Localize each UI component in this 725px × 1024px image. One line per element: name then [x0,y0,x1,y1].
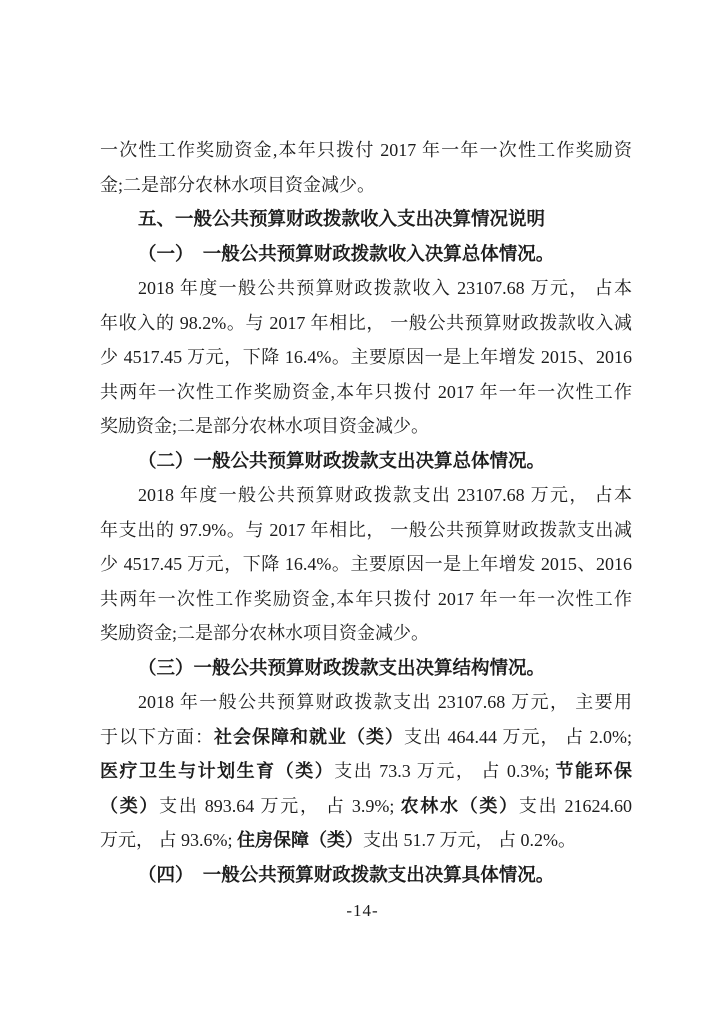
para-expense-line-2 [100,513,632,548]
body-text: 2018 年度一般公共预算财政拨款收入 23107.68 万元， 占本 [138,278,632,298]
body-text: 一次性工作奖励资金,本年只拨付 2017 年一年一次性工作奖励资 [100,140,632,160]
heading-subsection-4 [100,858,632,893]
body-text: 少 4517.45 万元，下降 16.4%。主要原因一是上年增发 2015、2016 [100,554,632,574]
body-text: 奖励资金;二是部分农林水项目资金减少。 [100,623,429,643]
para-expense-line-3 [100,547,632,582]
body-text: 万元， 占 93.6%; [100,830,237,850]
body-text: 奖励资金;二是部分农林水项目资金减少。 [100,416,429,436]
page-number: -14- [346,901,379,920]
bold-category-health: 医疗卫生与计划生育（类） [100,761,335,781]
body-text: 共两年一次性工作奖励资金,本年只拨付 2017 年一年一次性工作 [100,588,632,609]
heading-text: （二）一般公共预算财政拨款支出决算总体情况。 [138,449,546,471]
body-text: 年支出的 97.9%。与 2017 年相比， 一般公共预算财政拨款支出减 [100,519,632,540]
para-continuation-line-1 [100,133,632,168]
para-income-line-5 [100,409,632,444]
body-text: 2018 年一般公共预算财政拨款支出 23107.68 万元， 主要用 [138,692,632,712]
para-income-line-3 [100,340,632,375]
para-continuation-line-2 [100,168,632,203]
body-text: 支出 21624.60 [518,795,633,816]
heading-text: 五、一般公共预算财政拨款收入支出决算情况说明 [138,208,546,229]
bold-category-energy-saving: 节能环保 [555,761,633,781]
heading-section-5 [100,202,632,237]
bold-category-housing: 住房保障（类） [237,830,363,850]
para-expense-line-1 [100,478,632,513]
para-income-line-2 [100,306,632,341]
body-text: 金;二是部分农林水项目资金减少。 [100,174,375,195]
para-structure-line-1 [100,685,632,720]
para-structure-line-4 [100,789,632,824]
body-text: 2018 年度一般公共预算财政拨款支出 23107.68 万元， 占本 [138,485,632,505]
body-text: 于以下方面： [100,726,214,747]
para-income-line-4 [100,375,632,410]
para-expense-line-4 [100,582,632,617]
document-body [100,133,632,892]
body-text: 支出 73.3 万元， 占 0.3%; [334,761,556,781]
heading-text: （一） 一般公共预算财政拨款收入决算总体情况。 [138,242,555,264]
para-structure-line-3 [100,754,632,789]
bold-category-agriculture: 农林水（类） [400,795,519,816]
heading-text: （四） 一般公共预算财政拨款支出决算具体情况。 [138,863,555,885]
para-income-line-1 [100,271,632,306]
body-text: 支出 893.64 万元， 占 3.9%; [159,795,401,816]
heading-subsection-1 [100,237,632,272]
bold-category-class-suffix: （类） [100,795,160,816]
body-text: 年收入的 98.2%。与 2017 年相比， 一般公共预算财政拨款收入减 [100,312,632,333]
body-text: 支出 464.44 万元， 占 2.0%; [404,726,632,747]
para-structure-line-2 [100,720,632,755]
para-structure-line-5 [100,823,632,858]
body-text: 共两年一次性工作奖励资金,本年只拨付 2017 年一年一次性工作 [100,381,632,402]
heading-subsection-3 [100,651,632,686]
heading-subsection-2 [100,444,632,479]
body-text: 支出 51.7 万元， 占 0.2%。 [363,830,576,850]
bold-category-social-security: 社会保障和就业（类） [214,726,404,747]
body-text: 少 4517.45 万元，下降 16.4%。主要原因一是上年增发 2015、2016 [100,347,632,367]
para-expense-line-5 [100,616,632,651]
heading-text: （三）一般公共预算财政拨款支出决算结构情况。 [138,656,546,678]
